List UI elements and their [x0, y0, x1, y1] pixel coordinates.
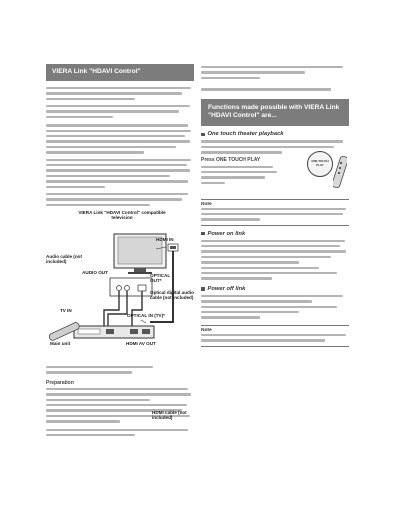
audio-cable-label: Audio cable (not included) — [46, 254, 82, 265]
hdmi-cable-label: HDMI cable (not included) — [152, 410, 187, 421]
note-box-2 — [201, 325, 349, 347]
audio-out-label: AUDIO OUT — [82, 270, 108, 276]
intro-text — [46, 87, 194, 206]
power-on-heading: Power on link — [201, 231, 349, 237]
press-steps — [201, 166, 281, 185]
remote-control-icon — [333, 155, 347, 189]
optical-cable-label: Optical digital audio cable (not included) — [150, 290, 194, 301]
top-right-text — [201, 66, 349, 91]
hdmi-in-label: HDMI IN — [156, 237, 174, 243]
note-heading-1: Note — [201, 201, 212, 207]
functions-banner: Functions made possible with VIERA Link "HDAVI Control" are... — [201, 99, 349, 127]
viera-link-banner: VIERA Link "HDAVI Control" — [46, 64, 194, 81]
connection-diagram — [46, 210, 194, 352]
hdmi-av-out-label: HDMI AV OUT — [126, 341, 156, 347]
note-heading-2: Note — [201, 327, 212, 333]
left-column — [46, 64, 194, 439]
one-touch-play-badge: ONE TOUCH PLAY — [307, 151, 333, 177]
power-off-text — [201, 295, 349, 319]
power-on-text — [201, 240, 349, 280]
main-unit-label: Main unit — [50, 341, 71, 347]
one-touch-heading: One touch theater playback — [201, 131, 349, 137]
right-column — [201, 66, 349, 351]
bullet-icon — [201, 287, 205, 291]
main-unit-illustration — [74, 326, 154, 338]
note-box-1 — [201, 199, 349, 226]
bullet-icon — [201, 232, 205, 236]
tv-caption: VIERA Link "HDAVI Control" compatible television — [78, 210, 166, 221]
bullet-icon — [201, 133, 205, 137]
tv-in-label: TV IN — [60, 308, 72, 314]
optical-in-label: OPTICAL IN (TV)* — [127, 313, 165, 319]
diagram-footnote — [46, 366, 194, 374]
preparation-heading: Preparation — [46, 379, 74, 386]
power-off-heading: Power off link — [201, 286, 349, 292]
press-label: Press ONE TOUCH PLAY — [201, 156, 261, 163]
one-touch-block — [201, 157, 349, 195]
one-touch-text — [201, 140, 349, 153]
optical-out-label: OPTICAL OUT* — [150, 273, 171, 284]
